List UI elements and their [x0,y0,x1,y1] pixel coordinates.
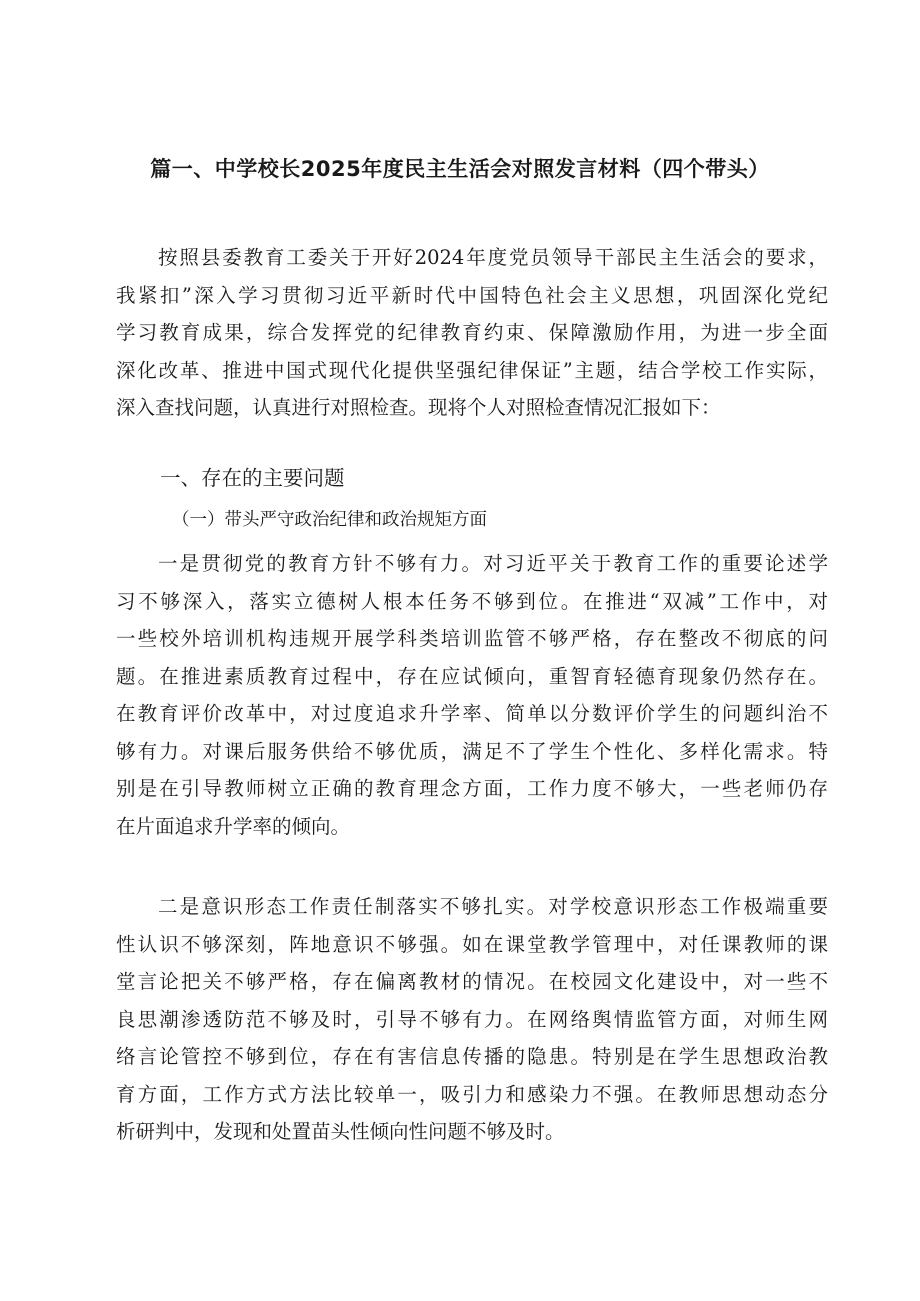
text-line: 良思潮渗透防范不够及时，引导不够有力。在网络舆情监管方面，对师生网 [116,1007,828,1031]
text-line: 一是贯彻党的教育方针不够有力。对习近平关于教育工作的重要论述学 [158,552,828,575]
text-line: 堂言论把关不够严格，存在偏离教材的情况。在校园文化建设中，对一些不 [116,970,828,993]
text-line: 在片面追求升学率的倾向。 [116,814,351,838]
text-line: 育方面，工作方式方法比较单一，吸引力和感染力不强。在教师思想动态分 [116,1082,828,1106]
text-line: 别是在引导教师树立正确的教育理念方面，工作力度不够大，一些老师仍存 [116,777,828,800]
subsection-heading: （一）带头严守政治纪律和政治规矩方面 [172,510,487,530]
text-line: 二是意识形态工作责任制落实不够扎实。对学校意识形态工作极端重要 [158,895,828,918]
text-line: 学习教育成果，综合发挥党的纪律教育约束、保障激励作用，为进一步全面 [116,321,828,344]
text-line: 析研判中，发现和处置苗头性倾向性问题不够及时。 [116,1120,565,1143]
text-line: 在教育评价改革中，对过度追求升学率、简单以分数评价学生的问题纠治不 [116,702,828,725]
intro-paragraph [116,239,828,427]
section-heading: 一、存在的主要问题 [160,466,345,490]
text-line: 题。在推进素质教育过程中，存在应试倾向，重智育轻德育现象仍然存在。 [116,664,828,688]
text-line: 络言论管控不够到位，存在有害信息传播的隐患。特别是在学生思想政治教 [116,1045,828,1068]
text-line: 深化改革、推进中国式现代化提供坚强纪律保证”主题，结合学校工作实际， [116,358,828,382]
text-line: 按照县委教育工委关于开好2024年度党员领导干部民主生活会的要求， [158,246,828,269]
text-line: 性认识不够深刻，阵地意识不够强。如在课堂教学管理中，对任课教师的课 [116,932,828,956]
body-paragraph [116,888,828,1151]
text-line: 我紧扣”深入学习贯彻习近平新时代中国特色社会主义思想，巩固深化党纪 [116,283,828,307]
text-line: 习不够深入，落实立德树人根本任务不够到位。在推进“双减”工作中，对 [116,589,828,613]
text-line: 够有力。对课后服务供给不够优质，满足不了学生个性化、多样化需求。特 [116,739,828,763]
body-paragraph [116,545,828,845]
text-line: 深入查找问题，认真进行对照检查。现将个人对照检查情况汇报如下： [116,396,721,419]
document-title: 篇一、中学校长2025年度民主生活会对照发言材料（四个带头） [150,157,770,181]
text-line: 一些校外培训机构违规开展学科类培训监管不够严格，存在整改不彻底的问 [116,627,828,650]
